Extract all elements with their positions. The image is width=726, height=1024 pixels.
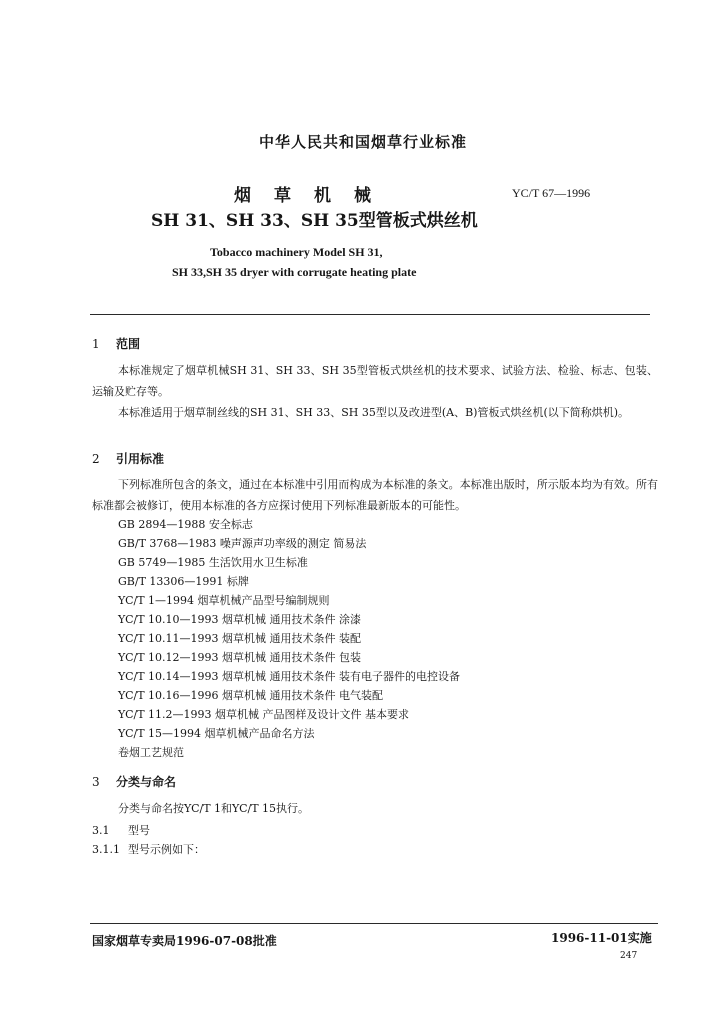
reference-item: GB 2894—1988 安全标志 <box>118 518 253 531</box>
reference-item: YC/T 1—1994 烟草机械产品型号编制规则 <box>118 594 330 607</box>
title-cn-line2: SH 31、SH 33、SH 35型管板式烘丝机 <box>151 211 478 231</box>
reference-item: YC/T 10.11—1993 烟草机械 通用技术条件 装配 <box>118 632 361 645</box>
section-3-1-1-text: 型号示例如下： <box>128 843 205 856</box>
page-number: 247 <box>620 951 638 961</box>
footer-divider <box>90 923 658 924</box>
section-3-text: 分类与命名按YC/T 1和YC/T 15执行。 <box>118 802 310 815</box>
section-3-title: 分类与命名 <box>116 775 177 789</box>
section-1-paragraph-2: 本标准适用于烟草制丝线的SH 31、SH 33、SH 35型以及改进型(A、B)管板式烘丝机(以下简称烘机)。 <box>118 406 630 419</box>
reference-item: GB/T 13306—1991 标牌 <box>118 575 249 588</box>
reference-item: 卷烟工艺规范 <box>118 746 184 759</box>
approval-line: 国家烟草专卖局1996-07-08批准 <box>92 934 277 948</box>
reference-item: GB 5749—1985 生活饮用水卫生标准 <box>118 556 308 569</box>
title-divider <box>90 314 650 315</box>
section-2-intro: 下列标准所包含的条文，通过在本标准中引用而构成为本标准的条文。本标准出版时，所示版本均为有效。所有标准都会被修订，使用本标准的各方应探讨使用下列标准最新版本的可能性。 <box>92 478 658 512</box>
reference-item: YC/T 11.2—1993 烟草机械 产品图样及设计文件 基本要求 <box>118 708 409 721</box>
reference-item: YC/T 10.14—1993 烟草机械 通用技术条件 装有电子器件的电控设备 <box>118 670 460 683</box>
section-3-1-heading <box>92 822 150 838</box>
section-3-1-1-line <box>92 841 205 857</box>
reference-item: YC/T 15—1994 烟草机械产品命名方法 <box>118 727 315 740</box>
title-en-line2: SH 33,SH 35 dryer with corrugate heating plate <box>172 265 417 279</box>
section-1-heading <box>92 335 140 352</box>
reference-item: GB/T 3768—1983 噪声源声功率级的测定 简易法 <box>118 537 367 550</box>
standard-header: 中华人民共和国烟草行业标准 <box>258 133 467 151</box>
section-3-1-number: 3.1 <box>92 824 110 837</box>
title-en-line1: Tobacco machinery Model SH 31, <box>210 245 383 259</box>
title-cn-line1: 烟草机械 <box>234 186 394 206</box>
section-3-1-title: 型号 <box>128 824 150 837</box>
section-2-number: 2 <box>92 452 100 466</box>
section-1-paragraph-1: 本标准规定了烟草机械SH 31、SH 33、SH 35型管板式烘丝机的技术要求、试验方法、检验、标志、包装、运输及贮存等。 <box>92 364 658 398</box>
section-1-title: 范围 <box>116 337 141 351</box>
reference-item: YC/T 10.12—1993 烟草机械 通用技术条件 包装 <box>118 651 361 664</box>
section-1-number: 1 <box>92 337 100 351</box>
implementation-line: 1996-11-01实施 <box>551 931 652 945</box>
section-3-number: 3 <box>92 775 100 789</box>
reference-item: YC/T 10.10—1993 烟草机械 通用技术条件 涂漆 <box>118 613 361 626</box>
section-2-title: 引用标准 <box>116 452 165 466</box>
section-2-heading <box>92 450 164 467</box>
standard-code: YC/T 67—1996 <box>512 186 591 200</box>
reference-item: YC/T 10.16—1996 烟草机械 通用技术条件 电气装配 <box>118 689 383 702</box>
section-3-heading <box>92 773 176 790</box>
section-3-1-1-number: 3.1.1 <box>92 843 120 856</box>
